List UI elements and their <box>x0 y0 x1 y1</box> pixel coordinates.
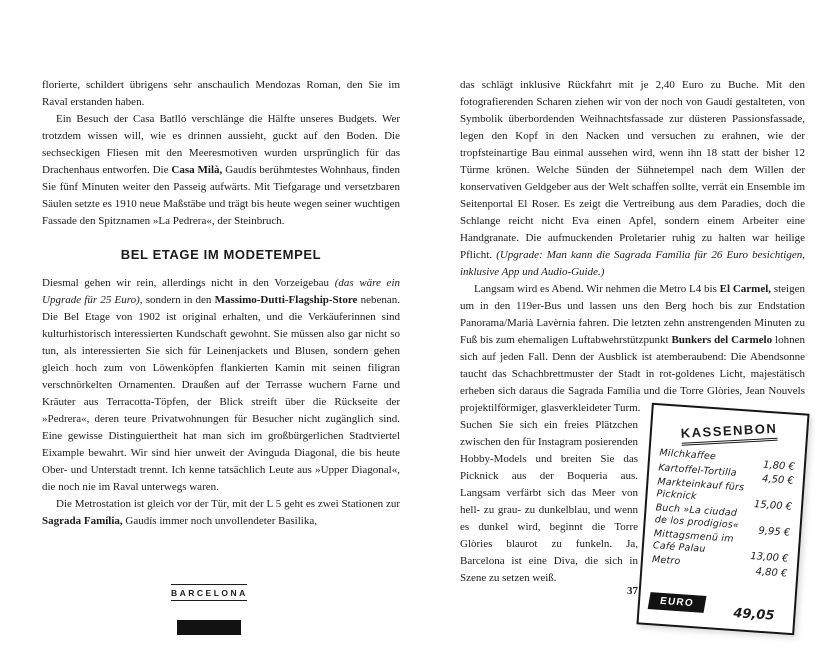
footer-marker-box <box>177 620 241 635</box>
page-number: 37 <box>627 585 638 597</box>
chapter-footer <box>171 584 247 635</box>
receipt-item-label: Mittagsmenü im Café Palau <box>652 528 734 555</box>
receipt-item-label: Metro <box>651 554 681 568</box>
receipt-item-price: 1,80 € <box>762 459 796 473</box>
text-segment: Gaudís immer noch unvollendeter Basilika, <box>122 515 317 527</box>
text-segment: lohnen sich auf jeden Fall. Denn der Ausblick ist atemberaubend: Die Abendsonne taucht das Schachbrettmuster der Stadt in rot-goldenes Licht, majestätisch erheben sich daraus die Sagrada Família und die Torre Glòries, Jean Nouvels projektilförmiger, glasverkleideter Turm. <box>460 334 805 414</box>
receipt-item-price: 13,00 € <box>749 551 789 565</box>
text-segment: Suchen Sie sich ein freies Plätzchen zwischen den für Instagram posierenden Hobby-Models und breiten Sie das Picknick aus der Boqueria aus. Langsam verfärbt sich das Meer von hell- zu grau- zu dunkelblau, und wenn es dunkel wird, beginnt die Torre Glòries blaurot zu funkeln. Ja, Barcelona ist eine Diva, die sich in Szene zu setzen weiß. <box>460 419 638 584</box>
chapter-label: BARCELONA <box>171 584 247 601</box>
body-paragraph <box>460 281 805 417</box>
text-segment: Gaudís berühmtestes Wohnhaus, finden Sie fünf Minuten weiter den Passeig aufwärts. Mit Tiefgarage und versetzbaren Säulen setzte es 1910 neue Maßstäbe und trägt bis heute wegen seiner wuchtigen Fassade den Spitznamen »La Pedrera«, der Steinbruch. <box>42 164 400 227</box>
section-heading: BEL ETAGE IM MODETEMPEL <box>120 247 322 262</box>
text-segment-italic: (das wäre ein Upgrade für 25 Euro) <box>42 277 400 306</box>
receipt-total-label: EURO <box>648 592 707 613</box>
text-segment: , sondern in den <box>139 294 215 306</box>
receipt-item-label: Markteinkauf fürs Picknick <box>656 476 745 502</box>
text-segment-bold: Casa Milà, <box>171 164 223 176</box>
receipt-title-wrap <box>661 417 798 447</box>
page-left-text-column <box>42 77 400 530</box>
receipt-item-label: Kartoffel-Tortilla <box>658 461 738 479</box>
body-paragraph <box>42 111 400 230</box>
receipt-item-list <box>651 447 796 580</box>
body-paragraph <box>460 77 805 281</box>
text-segment: Die Metrostation ist gleich vor der Tür, mit der L 5 geht es zwei Stationen zur <box>56 498 400 510</box>
receipt-item-price: 9,95 € <box>758 525 791 539</box>
receipt-total-value: 49,05 <box>732 605 775 624</box>
text-segment: nebenan. Die Bel Etage von 1902 ist original erhalten, und die Verkäuferinnen sind kulturhistorisch interessierten Kundschaft gewohnt. Sie müssen also gar nicht so tun, als interessierten Sie sich für Leinenjackets und Blusen, sondern gehen gleich hoch zum von Löwenköpfen flankierten Kamin mit seinen filigran verschnörkelten Ornamenten. Draußen auf der Terrasse wuchern Farne und Kräuter aus Terracotta-Töpfen, der Blick streift über die Rückseite der »Pedrera«, deren teure Privatwohnungen für Besucher nicht zugänglich sind. Eine gewisse Distinguiertheit hat man sich im großbürgerlichen Stadtviertel Eixample bewahrt. Wir sind hier unweit der Avinguda Diagonal, die bis heute Ober- und Unterstadt trennt. Ich kenne tatsächlich Leute aus »Upper Diagonal«, die noch nie im Raval unterwegs waren. <box>42 294 401 493</box>
body-paragraph <box>42 77 400 111</box>
text-segment: das schlägt inklusive Rückfahrt mit je 2,40 Euro zu Buche. Mit den fotografierenden Scharen ziehen wir von der noch von Gaudí gestalteten, von Symbolik überbordenden Weihnachtsfassade zur düsteren Passionsfassade, legen den Kopf in den Nacken und versuchen zu erahnen, wie der tropfsteinartige Bau einmal aussehen wird, wenn ihn 18 statt der bisher 12 Türme krönen. Welche Sünden der Sühnetempel nach dem Willen der konservativen Geldgeber aus der Welt schaffen sollte, verrät ein Ensemble im Seitenportal El Roser. Es zeigt die Vertreibung aus dem Paradies, doch die Schlange reicht nicht Eva einen Apfel, sondern einem Arbeiter eine Handgranate. Die aufmuckenden Proletarier ruhig zu halten war heilige Pflicht. <box>460 79 805 261</box>
wrapped-text-column <box>460 417 638 587</box>
body-paragraph <box>460 417 638 587</box>
text-segment-bold: Massimo-Dutti-Flagship-Store <box>214 294 358 306</box>
text-segment-bold: Sagrada Família, <box>42 515 123 527</box>
text-segment: steigen um in den 119er-Bus und lassen uns den Berg hoch bis zur Endstation Panorama/Marià Lavèrnia fahren. Die letzten zehn anstrengenden Minuten zu Fuß bis zum ehemaligen Luftabwehrstützpunkt <box>460 283 805 346</box>
text-segment-bold: El Carmel, <box>719 283 772 295</box>
receipt-item-price: 4,50 € <box>761 473 795 487</box>
receipt-item-price: 4,80 € <box>755 565 788 580</box>
body-paragraph <box>42 496 400 530</box>
receipt-item-label: Milchkaffee <box>659 447 717 463</box>
receipt-item-price: 15,00 € <box>753 499 793 513</box>
text-segment-italic: (Upgrade: Man kann die Sagrada Família für 26 Euro besichtigen, inklusive App und Audio-Guide.) <box>460 249 805 278</box>
receipt-total-row <box>649 592 786 624</box>
receipt-kassenbon <box>636 403 809 635</box>
receipt-item-label: Buch »La ciudad de los prodigios« <box>654 502 740 531</box>
text-segment-bold: Bunkers del Carmelo <box>671 334 773 346</box>
text-segment: florierte, schildert übrigens sehr anschaulich Mendozas Roman, den Sie im Raval erstanden haben. <box>42 79 400 108</box>
body-paragraph <box>42 275 400 496</box>
receipt-title: KASSENBON <box>680 421 777 446</box>
text-segment: Ein Besuch der Casa Batlló verschlänge die Hälfte unseres Budgets. Wer trotzdem wissen will, wie es drinnen aussieht, guckt auf den Boden. Die sechseckigen Fliesen mit den Meeresmotiven wurden ursprünglich für das Drachenhaus entworfen. Die <box>42 113 400 176</box>
text-segment: Diesmal gehen wir rein, allerdings nicht in den Vorzeigebau <box>42 277 335 289</box>
text-segment: Langsam wird es Abend. Wir nehmen die Metro L4 bis <box>474 283 720 295</box>
